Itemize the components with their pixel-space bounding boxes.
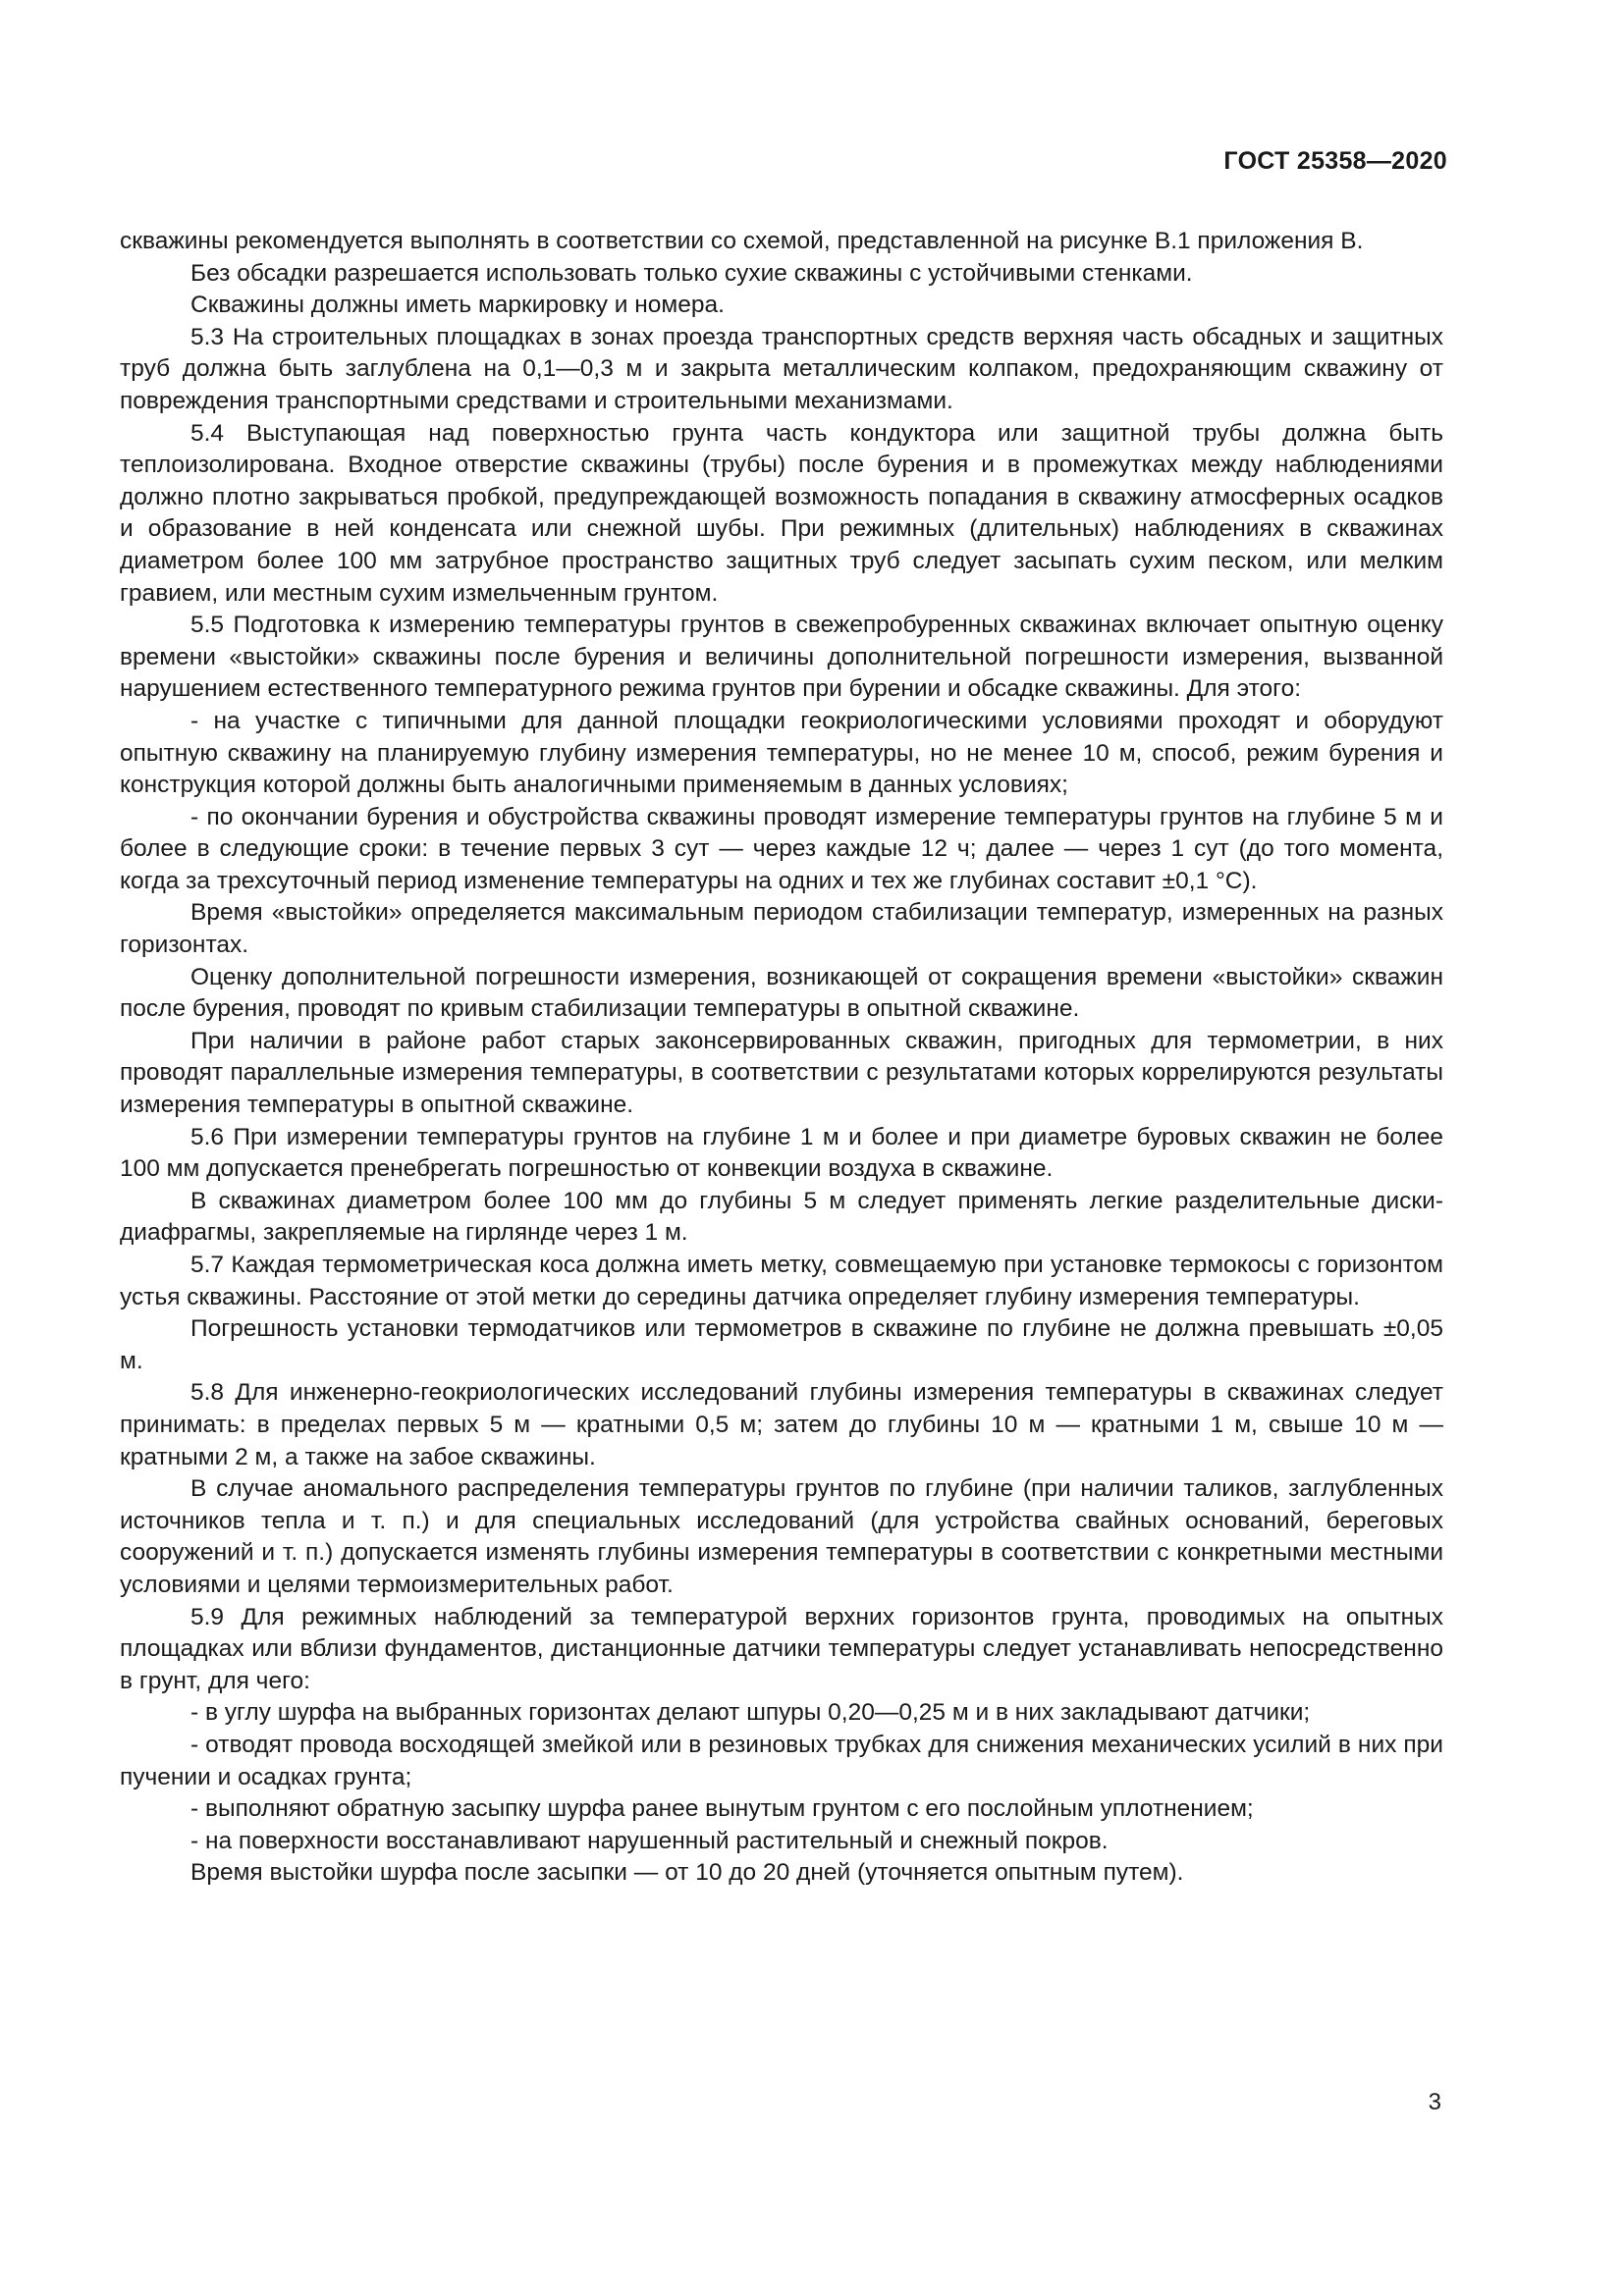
list-item: - в углу шурфа на выбранных горизонтах делают шпуры 0,20—0,25 м и в них закладывают датчики; <box>190 1699 1311 1727</box>
paragraph: Без обсадки разрешается использовать только сухие скважины с устойчивыми стенками. <box>190 259 1193 287</box>
page-number: 3 <box>1428 2089 1441 2115</box>
list-item: - на участке с типичными для данной площадки геокриологическими условиями проходят и оборудуют опытную скважину на планируемую глубину измерения температуры, но не менее 10 м, способ, режим бурения и конструкция которой должны быть аналогичными применяемым в данных условиях; <box>120 707 1443 799</box>
paragraph-clause-5-6: 5.6 При измерении температуры грунтов на глубине 1 м и более и при диаметре буровых скважин не более 100 мм допускается пренебрегать погрешностью от конвекции воздуха в скважине. <box>120 1123 1443 1183</box>
paragraph-clause-5-7: 5.7 Каждая термометрическая коса должна иметь метку, совмещаемую при установке термокосы с горизонтом устья скважины. Расстояние от этой метки до середины датчика определяет глубину измерения температуры. <box>120 1252 1443 1310</box>
paragraph: Погрешность установки термодатчиков или термометров в скважине по глубине не должна превышать ±0,05 м. <box>120 1315 1443 1374</box>
paragraph: В скважинах диаметром более 100 мм до глубины 5 м следует применять легкие разделительные диски-диафрагмы, закрепляемые на гирлянде через 1 м. <box>120 1187 1443 1247</box>
list-item: - по окончании бурения и обустройства скважины проводят измерение температуры грунтов на глубине 5 м и более в следующие сроки: в течение первых 3 сут — через каждые 12 ч; далее — через 1 сут (до того момента, когда за трехсуточный период изменение температуры на одних и тех же глубинах составит ±0,1 °С). <box>120 803 1443 894</box>
paragraph-clause-5-4: 5.4 Выступающая над поверхностью грунта часть кондуктора или защитной трубы должна быть теплоизолирована. Входное отверстие скважины (трубы) после бурения и в промежутках между наблюдениями должно плотно закрываться пробкой, предупреждающей возможность попадания в скважину атмосферных осадков и образование в ней конденсата или снежной шубы. При режимных (длительных) наблюдениях в скважинах диаметром более 100 мм затрубное пространство защитных труб следует засыпать сухим песком, или мелким гравием, или местным сухим измельченным грунтом. <box>120 419 1443 607</box>
paragraph-continuation: скважины рекомендуется выполнять в соответствии со схемой, представленной на рисунке В.1 приложения В. <box>120 228 1364 254</box>
document-body <box>120 226 1443 1890</box>
paragraph-clause-5-5: 5.5 Подготовка к измерению температуры грунтов в свежепробуренных скважинах включает опытную оценку времени «выстойки» скважины после бурения и величины дополнительной погрешности измерения, вызванной нарушением естественного температурного режима грунтов при бурении и обсадке скважины. Для этого: <box>120 612 1443 703</box>
paragraph: При наличии в районе работ старых законсервированных скважин, пригодных для термометрии, в них проводят параллельные измерения температуры, в соответствии с результатами которых коррелируются результаты измерения температуры в опытной скважине. <box>120 1027 1443 1119</box>
list-item: - выполняют обратную засыпку шурфа ранее вынутым грунтом с его послойным уплотнением; <box>190 1795 1254 1823</box>
paragraph-clause-5-9: 5.9 Для режимных наблюдений за температурой верхних горизонтов грунта, проводимых на опытных площадках или вблизи фундаментов, дистанционные датчики температуры следует устанавливать непосредственно в грунт, для чего: <box>120 1603 1443 1694</box>
paragraph: Время «выстойки» определяется максимальным периодом стабилизации температур, измеренных на разных горизонтах. <box>120 899 1443 959</box>
paragraph: Скважины должны иметь маркировку и номера. <box>190 292 725 319</box>
paragraph-clause-5-3: 5.3 На строительных площадках в зонах проезда транспортных средств верхняя часть обсадных и защитных труб должна быть заглублена на 0,1—0,3 м и закрыта металлическим колпаком, предохраняющим скважину от повреждения транспортными средствами и строительными механизмами. <box>120 323 1443 414</box>
paragraph: Время выстойки шурфа после засыпки — от 10 до 20 дней (уточняется опытным путем). <box>190 1859 1184 1887</box>
paragraph: Оценку дополнительной погрешности измерения, возникающей от сокращения времени «выстойки» скважин после бурения, проводят по кривым стабилизации температуры в опытной скважине. <box>120 963 1443 1023</box>
paragraph-clause-5-8: 5.8 Для инженерно-геокриологических исследований глубины измерения температуры в скважинах следует принимать: в пределах первых 5 м — кратными 0,5 м; затем до глубины 10 м — кратными 1 м, свыше 10 м — кратными 2 м, а также на забое скважины. <box>120 1379 1443 1470</box>
document-code-header: ГОСТ 25358—2020 <box>1223 147 1447 175</box>
list-item: - на поверхности восстанавливают нарушенный растительный и снежный покров. <box>190 1827 1109 1854</box>
paragraph: В случае аномального распределения температуры грунтов по глубине (при наличии таликов, заглубленных источников тепла и т. п.) и для специальных исследований (для устройства свайных оснований, береговых сооружений и т. п.) допускается изменять глубины измерения температуры в соответствии с конкретными местными условиями и целями термоизмерительных работ. <box>120 1475 1443 1598</box>
list-item: - отводят провода восходящей змейкой или в резиновых трубках для снижения механических усилий в них при пучении и осадках грунта; <box>120 1731 1443 1790</box>
